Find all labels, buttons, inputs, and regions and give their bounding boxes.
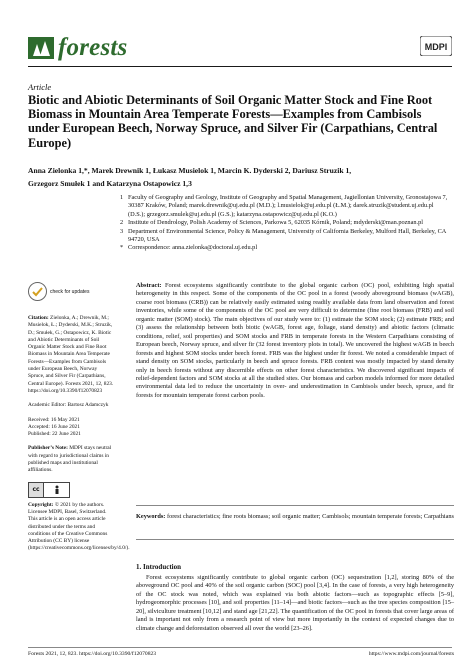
author-list: [28, 164, 458, 190]
citation: Citation: Zielonka, A.; Drewnik, M.; Musielok, Ł.; Dyderski, M.K.; Struzik, D.; Smułek, G.; Ostapowicz, K. Biotic and Abiotic Determinants of Soil Organic Matter Stock and Fine Root Biomass in Mountain Area Temperate Forests—Examples from Cambisols under European Beech, Norway Spruce, and Silver Fir (Carpathians, Central Europe). Forests 2021, 12, 823. https://doi.org/10.3390/f12070823: [28, 315, 114, 394]
forest-trees-icon: [28, 37, 54, 59]
page-footer: [28, 651, 454, 657]
article-title: Biotic and Abiotic Determinants of Soil Organic Matter Stock and Fine Root Biomass in Mountain Area Temperate Forests—Examples from Cambisols under European Beech, Norway Spruce, and Silver Fir (Carpathians, Central Europe): [28, 93, 438, 150]
date-accepted: Accepted: 16 June 2021: [28, 423, 80, 430]
affiliation-item: 3 Department of Environmental Science, Policy & Management, University of California Berkeley, Mulford Hall, Berkeley, CA 94720, USA: [120, 227, 446, 244]
author-line-1: Anna Zielonka 1,*, Marek Drewnik 1, Łukasz Musielok 1, Marcin K. Dyderski 2, Dariusz Struzik 1,: [28, 166, 352, 175]
keywords-label: Keywords:: [136, 513, 166, 520]
mdpi-logo-icon: [420, 36, 452, 56]
affiliation-item: 1 Faculty of Geography and Geology, Institute of Geography and Spatial Management, Jagiellonian University, Gronostajowa 7, 30387 Kraków, Poland; marek.drewnik@uj.edu.pl (M.D.); l.musielok@uj.edu.pl (Ł.M.); darek.struzik@student.uj.edu.pl (D.S.); grzegorz.smulek@uj.edu.pl (G.S.); katarzyna.ostapowicz@uj.edu.pl (K.O.): [120, 194, 448, 218]
cc-icon: cc: [29, 483, 44, 497]
check-updates-label: check for updates: [50, 288, 90, 295]
journal-name: forests: [58, 34, 128, 61]
publisher-note: Publisher’s Note: MDPI stays neutral with regard to jurisdictional claims in published maps and institutional affiliations.: [28, 445, 112, 474]
author-line-2: Grzegorz Smułek 1 and Katarzyna Ostapowicz 1,3: [28, 179, 192, 188]
footer-citation: Forests 2021, 12, 823. https://doi.org/10.3390/f12070823: [28, 651, 157, 657]
left-sidebar: [28, 282, 130, 553]
copyright: Copyright: © 2021 by the authors. Licensee MDPI, Basel, Switzerland. This article is an open access article distributed under the terms and conditions of the Creative Commons Attribution (CC BY) license (https://creativecommons.org/licenses/by/4.0/).: [28, 501, 130, 552]
footer-journal-link[interactable]: https://www.mdpi.com/journal/forests: [368, 651, 454, 657]
affiliations: [120, 194, 450, 253]
check-updates-button[interactable]: [28, 282, 114, 301]
abstract-text: Forest ecosystems significantly contribute to the global organic carbon (OC) pool, exhibiting high spatial heterogeneity in this respect. Some of the components of the OC pool in a forest (woody aboveground biomass (wAGB), coarse root biomass (CRB)) can be relatively easily estimated using readily available data from land observation and forest inventories, while some of the components of the OC pool are very difficult to determine (fine root biomass (FRB) and soil organic matter (SOM) stock). The main objectives of our study were to: (1) estimate the SOM stock; (2) estimate FRB; and (3) assess the relationship between both biotic (wAGB, forest age, foliage, stand density) and abiotic factors (climatic conditions, relief, soil properties) and SOM stocks and FRB in temperate forests in the Western Carpathians consisting of European beech, Norway spruce, and silver fir (32 forest inventory plots in total). We uncovered the highest wAGB in beech forests and highest SOM stocks under beech forest. FRB was the highest under fir forest. We noted a considerable impact of stand density on SOM stocks, particularly in beech and spruce forests. FRB content was mostly impacted by stand density only in beech forests without any discernible effects on other forest characteristics. We discovered significant impacts of relief-dependent factors and SOM stocks at all the studied sites. Our biomass and carbon models informed for more detailed environmental data led to reduce the uncertainty in over- and underestimation in Cambisols under beech, spruce, and fir forests for mountain temperate forest carbon pools.: [136, 282, 454, 399]
article-type: Article: [28, 82, 52, 92]
by-icon: [44, 485, 69, 495]
abstract: [136, 282, 454, 400]
academic-editor: Academic Editor: Bartosz Adamczyk: [28, 402, 109, 409]
date-received: Received: 16 May 2021: [28, 416, 80, 423]
date-published: Published: 22 June 2021: [28, 431, 81, 438]
keywords: [136, 513, 454, 521]
keywords-rule-bottom: [136, 539, 454, 540]
journal-logo: [28, 34, 127, 62]
abstract-label: Abstract:: [136, 282, 162, 289]
introduction-text: Forest ecosystems significantly contribute to global organic carbon (OC) sequestration [1,2], storing 80% of the aboveground OC pool and 40% of the soil organic carbon (SOC) pool [3,4]. In the case of forests, a very high heterogeneity of the OC stock was noted, which was explained via both abiotic factors—such as topographic effects [5–9], hydrogeomorphic processes [10], and soil properties [11–14]—and biotic factors—such as the tree species composition [15–20], silviculture treatment [10,12] and stand age [21,22]. The quantification of the OC pool in forests that cover large areas of land is important not only from a research point of view but more importantly in the context of expected changes due to climate change and deforestation observed all over the world [23–26].: [136, 574, 454, 632]
check-updates-icon: [28, 282, 47, 301]
keywords-rule-top: [136, 505, 454, 506]
section-heading: 1. Introduction: [136, 563, 181, 571]
publisher-name: MDPI: [424, 42, 448, 52]
affiliation-item: * Correspondence: anna.zielonka@doctoral.uj.edu.pl: [120, 244, 258, 252]
keywords-text: forest characteristics; fine roots biomass; soil organic matter; Cambisols; mountain temperate forests; Carpathians: [166, 513, 454, 520]
cc-by-license-icon[interactable]: [28, 482, 70, 498]
footer-rule: [28, 647, 452, 648]
header-rule: [28, 66, 452, 67]
affiliation-item: 2 Institute of Dendrology, Polish Academy of Sciences, Parkowa 5, 62035 Kórnik, Poland; mdyderski@man.poznan.pl: [120, 219, 423, 227]
